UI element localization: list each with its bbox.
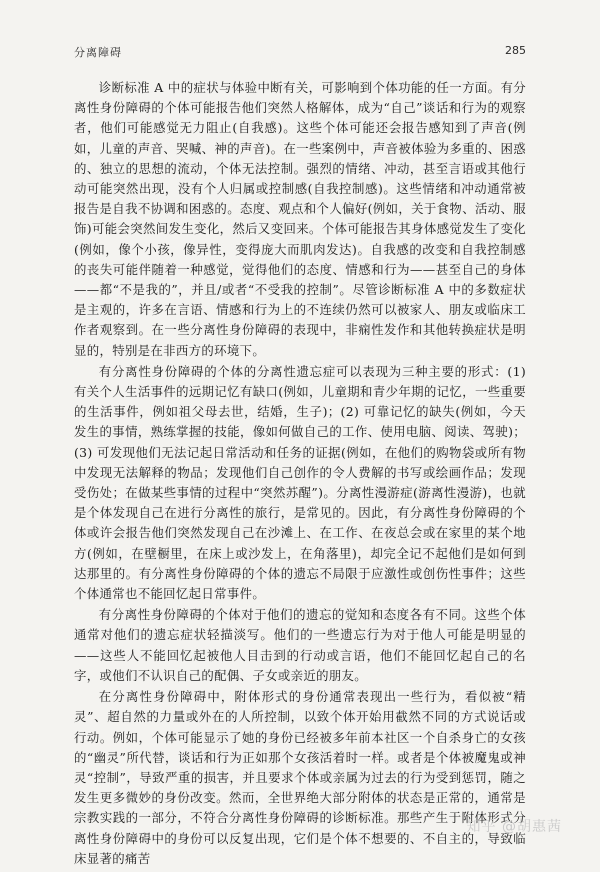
zhihu-watermark: 知乎 @胡惠茜 [466, 819, 562, 835]
page-number: 285 [505, 44, 526, 57]
chapter-title: 分离障碍 [74, 46, 122, 59]
body-text [74, 78, 526, 870]
paragraph: 在分离性身份障碍中，附体形式的身份通常表现出一些行为，看似被“精灵”、超自然的力量或外在的人所控制，以致个体开始用截然不同的方式说话或行动。例如，个体可能显示了她的身份已经被多年前本社区一个自杀身亡的女孩的“幽灵”所代替，谈话和行为正如那个女孩活着时一样。或者是个体被魔鬼或神灵“控制”，导致严重的损害，并且要求个体或亲属为过去的行为受到惩罚，随之发生更多微妙的身份改变。然而，全世界绝大部分附体的状态是正常的，通常是宗教实践的一部分，不符合分离性身份障碍的诊断标准。那些产生于附体形式分离性身份障碍中的身份可以反复出现，它们是个体不想要的、不自主的，导致临床显著的痛苦 [74, 689, 526, 866]
paragraph: 有分离性身份障碍的个体的分离性遗忘症可以表现为三种主要的形式：(1) 有关个人生活事件的远期记忆有缺口(例如，儿童期和青少年期的记忆，一些重要的生活事件，例如祖父母去世，结婚，生子)；(2) 可靠记忆的缺失(例如，今天发生的事情，熟练掌握的技能，像如何做自己的工作、使用电脑、阅读、驾驶)；(3) 可发现他们无法记起日常活动和任务的证据(例如，在他们的购物袋或所有物中发现无法解释的物品；发现他们自己创作的令人费解的书写或绘画作品；发现受伤处；在做某些事情的过程中“突然苏醒”)。分离性漫游症(游离性漫游)，也就是个体发现自己在进行分离性的旅行，是常见的。因此，有分离性身份障碍的个体或许会报告他们突然发现自己在沙滩上、在工作、在夜总会或在家里的某个地方(例如，在壁橱里，在床上或沙发上，在角落里)，却完全记不起他们是如何到达那里的。有分离性身份障碍的个体的遗忘不局限于应激性或创伤性事件；这些个体通常也不能回忆起日常事件。 [74, 363, 526, 602]
paragraph: 有分离性身份障碍的个体对于他们的遗忘的觉知和态度各有不同。这些个体通常对他们的遗忘症状轻描淡写。他们的一些遗忘行为对于他人可能是明显的——这些人不能回忆起被他人目击到的行动或言语，他们不能回忆起自己的名字，或他们不认识自己的配偶、子女或亲近的朋友。 [74, 607, 526, 683]
running-header [74, 44, 526, 62]
paragraph: 诊断标准 A 中的症状与体验中断有关，可影响到个体功能的任一方面。有分离性身份障碍的个体可能报告他们突然人格解体，成为“自己”谈话和行为的观察者，他们可能感觉无力阻止(自我感)。这些个体可能还会报告感知到了声音(例如，儿童的声音、哭喊、神的声音)。在一些案例中，声音被体验为多重的、困惑的、独立的思想的流动，个体无法控制。强烈的情绪、冲动，甚至言语或其他行动可能突然出现，没有个人归属或控制感(自我控制感)。这些情绪和冲动通常被报告是自我不协调和困惑的。态度、观点和个人偏好(例如，关于食物、活动、服饰)可能会突然间发生变化，然后又变回来。个体可能报告其身体感觉发生了变化(例如，像个小孩，像异性，变得庞大而肌肉发达)。自我感的改变和自我控制感的丧失可能伴随着一种感觉，觉得他们的态度、情感和行为——甚至自己的身体——都“不是我的”，并且/或者“不受我的控制”。尽管诊断标准 A 中的多数症状是主观的，许多在言语、情感和行为上的不连续仍然可以被家人、朋友或临床工作者观察到。在一些分离性身份障碍的表现中，非痫性发作和其他转换症状是明显的，特别是在非西方的环境下。 [74, 80, 526, 358]
